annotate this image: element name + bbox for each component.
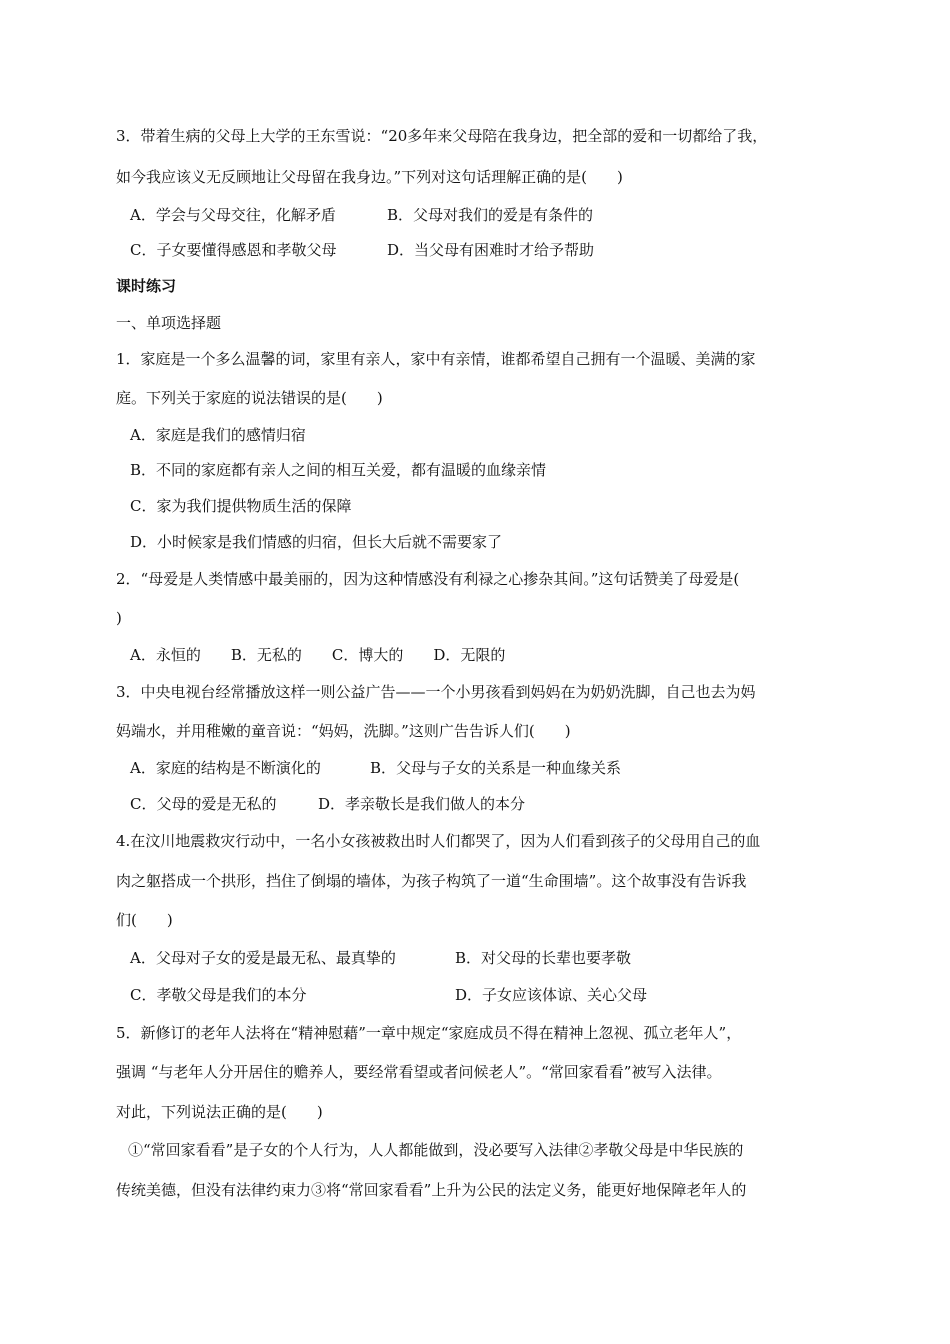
q2-stem-line2: ) bbox=[116, 609, 122, 627]
q3-option-d: D．孝亲敬长是我们做人的本分 bbox=[318, 795, 526, 813]
q4-option-b: B．对父母的长辈也要孝敬 bbox=[455, 949, 632, 967]
q3-stem-line2: 妈端水，并用稚嫩的童音说：“妈妈，洗脚。”这则广告告诉人们( ) bbox=[116, 722, 571, 740]
q4-option-a: A．父母对子女的爱是最无私、最真挚的 bbox=[130, 949, 396, 967]
q1-option-d: D．小时候家是我们情感的归宿，但长大后就不需要家了 bbox=[130, 533, 503, 551]
q3-intro-option-a: A．学会与父母交往，化解矛盾 bbox=[130, 206, 336, 224]
q2-options: A．永恒的 B．无私的 C．博大的 D．无限的 bbox=[130, 646, 506, 664]
q4-stem-line2: 肉之躯搭成一个拱形，挡住了倒塌的墙体，为孩子构筑了一道“生命围墙”。这个故事没有告诉我 bbox=[116, 872, 747, 890]
q5-stem-line1: 5．新修订的老年人法将在“精神慰藉”一章中规定“家庭成员不得在精神上忽视、孤立老年人”， bbox=[116, 1024, 742, 1042]
q1-stem-line2: 庭。下列关于家庭的说法错误的是( ) bbox=[116, 389, 383, 407]
q3-option-c: C．父母的爱是无私的 bbox=[130, 795, 277, 813]
q5-statement-line1: ①“常回家看看”是子女的个人行为，人人都能做到，没必要写入法律②孝敬父母是中华民族的 bbox=[128, 1141, 744, 1159]
q3-intro-option-b: B．父母对我们的爱是有条件的 bbox=[387, 206, 594, 224]
sub-title: 一、单项选择题 bbox=[116, 314, 222, 332]
q5-statement-line2: 传统美德，但没有法律约束力③将“常回家看看”上升为公民的法定义务，能更好地保障老年人的 bbox=[116, 1181, 747, 1199]
q4-stem-line3: 们( ) bbox=[116, 911, 173, 929]
q5-stem-line3: 对此，下列说法正确的是( ) bbox=[116, 1103, 323, 1121]
q3-intro-option-d: D．当父母有困难时才给予帮助 bbox=[387, 241, 595, 259]
q4-option-c: C．孝敬父母是我们的本分 bbox=[130, 986, 307, 1004]
q1-option-c: C．家为我们提供物质生活的保障 bbox=[130, 497, 352, 515]
section-title: 课时练习 bbox=[116, 277, 177, 295]
q3-option-a: A．家庭的结构是不断演化的 bbox=[130, 759, 321, 777]
q1-stem-line1: 1．家庭是一个多么温馨的词，家里有亲人，家中有亲情，谁都希望自己拥有一个温暖、美满的家 bbox=[116, 350, 756, 368]
q4-stem-line1: 4.在汶川地震救灾行动中，一名小女孩被救出时人们都哭了，因为人们看到孩子的父母用自己的血 bbox=[116, 832, 761, 850]
q3-intro-stem-line1: 3．带着生病的父母上大学的王东雪说：“20多年来父母陪在我身边，把全部的爱和一切都给了我， bbox=[116, 127, 768, 145]
q1-option-b: B．不同的家庭都有亲人之间的相互关爱，都有温暖的血缘亲情 bbox=[130, 461, 547, 479]
q3-option-b: B．父母与子女的关系是一种血缘关系 bbox=[370, 759, 622, 777]
q3-stem-line1: 3．中央电视台经常播放这样一则公益广告——一个小男孩看到妈妈在为奶奶洗脚，自己也去为妈 bbox=[116, 683, 756, 701]
q5-stem-line2: 强调 “与老年人分开居住的赡养人，要经常看望或者问候老人”。“常回家看看”被写入法律。 bbox=[116, 1063, 722, 1081]
q3-intro-option-c: C．子女要懂得感恩和孝敬父母 bbox=[130, 241, 337, 259]
q2-stem-line1: 2．“母爱是人类情感中最美丽的，因为这种情感没有利禄之心掺杂其间。”这句话赞美了母爱是( bbox=[116, 570, 740, 588]
q3-intro-stem-line2: 如今我应该义无反顾地让父母留在我身边。”下列对这句话理解正确的是( ) bbox=[116, 168, 623, 186]
q1-option-a: A．家庭是我们的感情归宿 bbox=[130, 426, 306, 444]
q4-option-d: D．子女应该体谅、关心父母 bbox=[455, 986, 648, 1004]
